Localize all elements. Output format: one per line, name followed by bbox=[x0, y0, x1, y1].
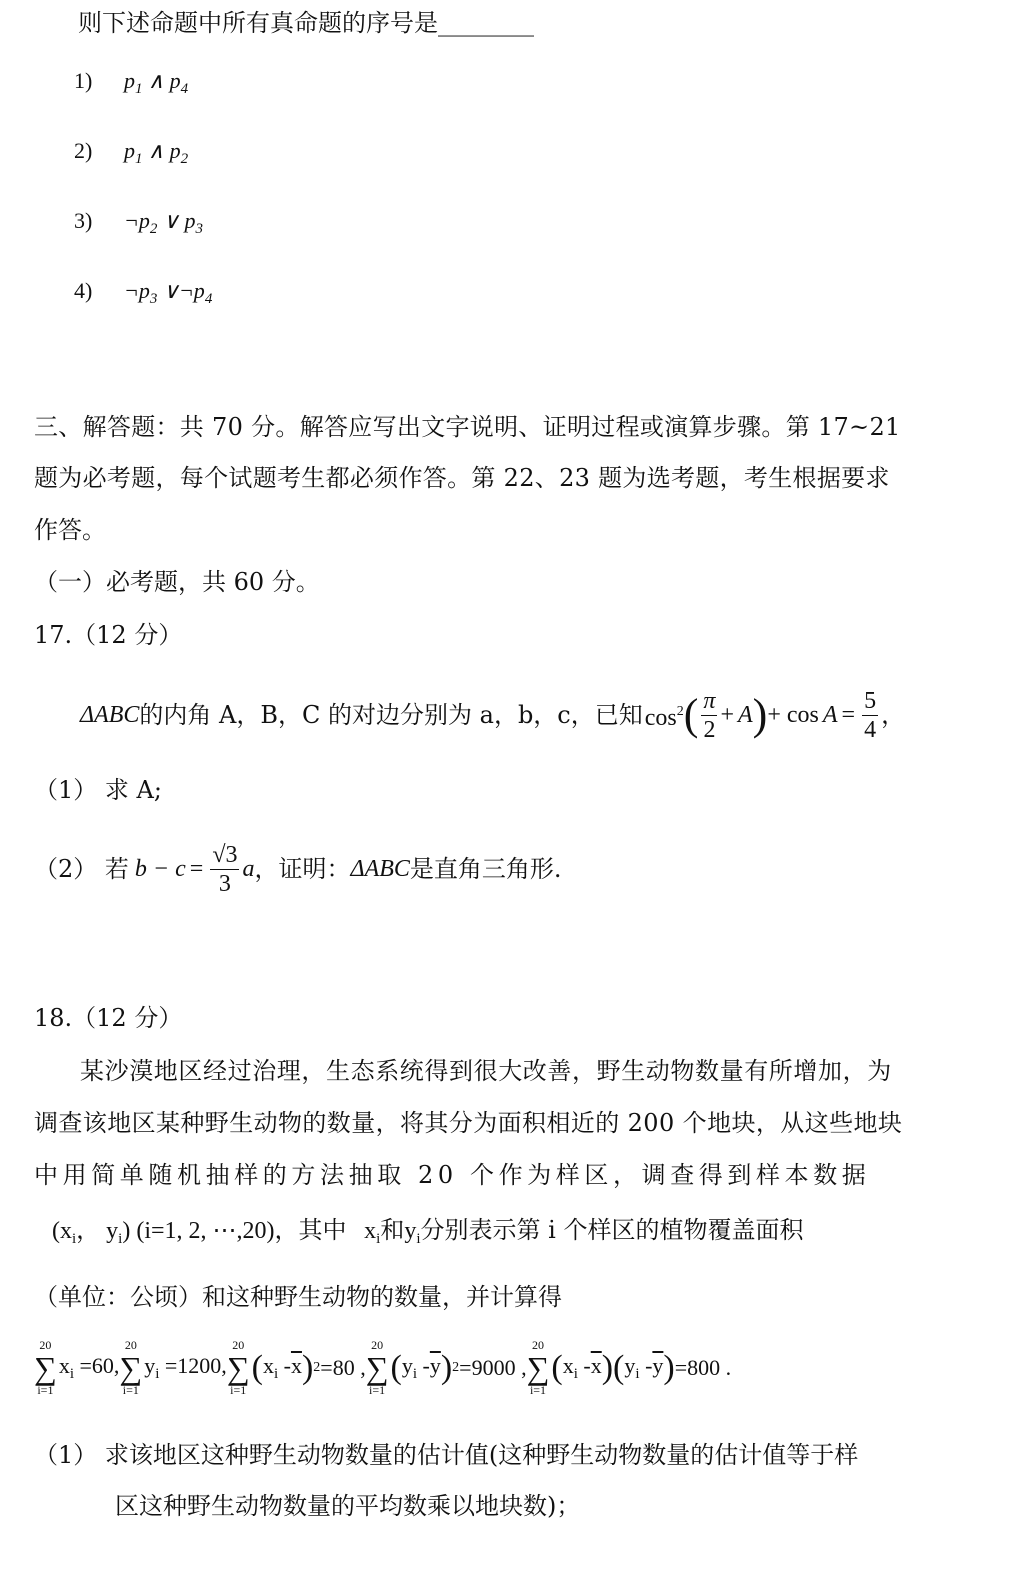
option-number: 1) bbox=[74, 68, 93, 93]
question-18-line5: （单位：公顷）和这种野生动物的数量，并计算得 bbox=[34, 1283, 562, 1311]
option-number: 4) bbox=[74, 278, 93, 303]
question-18-line1: 某沙漠地区经过治理，生态系统得到很大改善，野生动物数量有所增加，为 bbox=[80, 1057, 892, 1085]
option-number: 2) bbox=[74, 138, 93, 163]
option-expression: $\neg p_3$ $\vee\neg p_4$ bbox=[124, 278, 213, 307]
option-item bbox=[74, 68, 188, 98]
question-17-header: 17.（12 分） bbox=[34, 621, 183, 649]
summation-formula: 20 ∑ i=1 $x_i =60$, 20 ∑ i=1 $y_i =1200$, 20 ∑ i=1 ( $x_i$ $-\overline{x}$ ) 2 =80 , 20 ∑ i=1 ( $y_i$ $-\overline{y}$ ) 2 =9000 , 20 ∑ i=1 ( $x_i$ $-\overline{x}$ )( $y_i$ $-\overline{y}$ ) =800 . bbox=[34, 1338, 732, 1397]
option-expression: $\neg p_2$ ∨ $p_3$ bbox=[124, 208, 203, 237]
option-expression: $p_1$ ∧ $p_2$ bbox=[124, 138, 189, 167]
question-17-stem-text: 的内角 A，B，C 的对边分别为 a，b，c，已知 bbox=[139, 701, 643, 729]
section-heading-line1: 三、解答题：共 70 分。解答应写出文字说明、证明过程或演算步骤。第 17~21 bbox=[34, 413, 901, 441]
fill-in-question: 则下述命题中所有真命题的序号是________ bbox=[78, 9, 534, 37]
subsection-heading: （一）必考题，共 60 分。 bbox=[34, 568, 320, 596]
section-heading-line2: 题为必考题，每个试题考生都必须作答。第 22、23 题为选考题，考生根据要求 bbox=[34, 464, 890, 492]
section-heading-line3: 作答。 bbox=[34, 516, 106, 544]
question-18-line4: ($x_i$， $y_i$) (i=1, 2, ⋯,20)，其中 $x_i$和$y_i$分别表示第 i 个样区的植物覆盖面积 bbox=[52, 1216, 804, 1247]
question-18-line2: 调查该地区某种野生动物的数量，将其分为面积相近的 200 个地块，从这些地块 bbox=[34, 1109, 903, 1137]
question-17-part2: （2） 若 b − c = $\frac{√3}{3}$ a ，证明： ΔABC 是直角三角形. bbox=[34, 841, 562, 897]
question-18-header: 18.（12 分） bbox=[34, 1004, 183, 1032]
option-item bbox=[74, 138, 188, 168]
question-18-line3: 中用简单随机抽样的方法抽取 20 个作为样区，调查得到样本数据 bbox=[34, 1161, 871, 1189]
option-item bbox=[74, 208, 203, 238]
option-number: 3) bbox=[74, 208, 93, 233]
question-17-part1: （1） 求 A; bbox=[34, 776, 162, 804]
option-item bbox=[74, 278, 212, 308]
question-18-part1-line1: （1） 求该地区这种野生动物数量的估计值(这种野生动物数量的估计值等于样 bbox=[34, 1441, 859, 1469]
question-18-part1-line2: 区这种野生动物数量的平均数乘以地块数)； bbox=[115, 1492, 581, 1520]
option-expression: $p_1$ ∧ $p_4$ bbox=[124, 68, 189, 97]
question-17-stem: ΔABC 的内角 A，B，C 的对边分别为 a，b，c，已知 $\cos^2$ ( $\frac{\pi}{2}$ + A ) + cos A = $\frac{5}{4}$ ， bbox=[80, 687, 906, 743]
triangle-abc: ΔABC bbox=[80, 702, 140, 728]
